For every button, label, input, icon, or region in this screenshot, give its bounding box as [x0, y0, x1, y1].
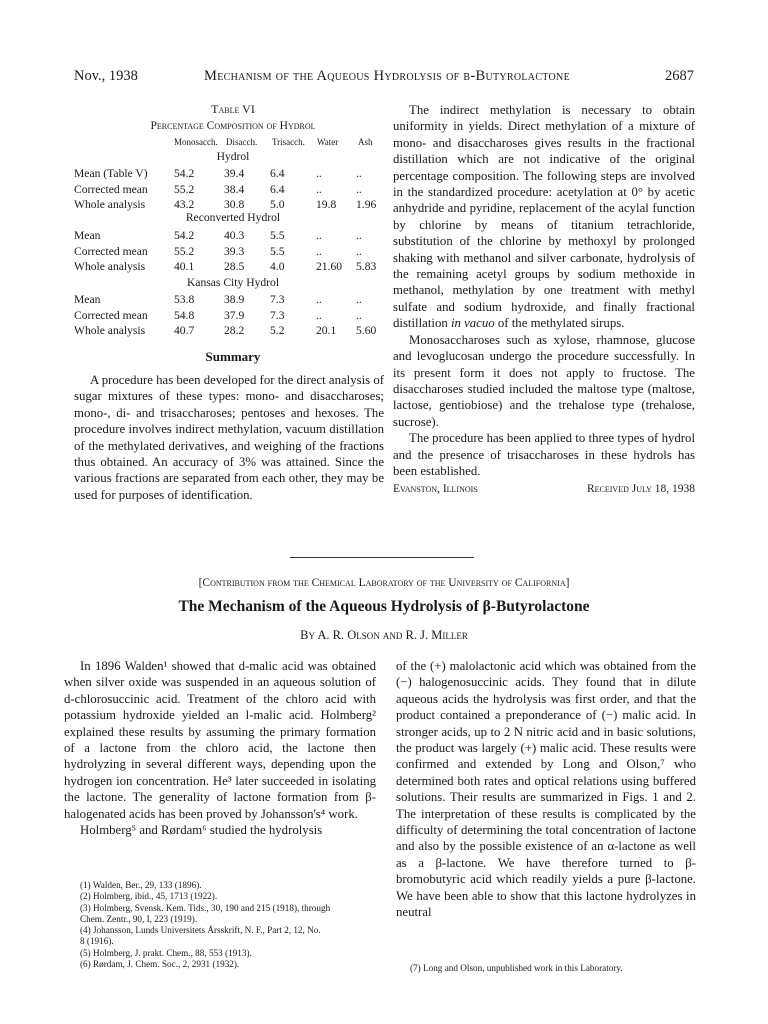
table-cell: 19.8 — [316, 198, 337, 212]
article-paragraph: In 1896 Walden¹ showed that d-malic acid was obtained when silver oxide was suspended in an aqueous solution of d-chlorosuccinic acid. Treatment of the chloro acid with potassium hydroxide yielded an l-malic acid. Holmberg² explained these results by assuming the primary formation of a lactone from the chloro acid, the lactone then hydrolyzing in several different ways, depending upon the hydrogen ion concentration. He³ later succeeded in isolating the lactone. The generality of lactone formation from β-halogenated acids has been proved by Johansson's⁴ work. — [64, 659, 376, 821]
article-paragraph: Holmberg⁵ and Rørdam⁶ studied the hydrolysis — [80, 823, 323, 838]
table-cell: 5.5 — [270, 244, 285, 258]
footnote: (4) Johansson, Lunds Universitets Årsskrift, N. F., Part 2, 12, No. — [80, 925, 321, 936]
header-date: Nov., 1938 — [74, 68, 138, 84]
table-cell: .. — [356, 229, 362, 242]
table-cell: 37.9 — [224, 308, 245, 322]
table-cell: .. — [316, 244, 322, 258]
table-cell: .. — [356, 308, 362, 322]
table-cell: 38.4 — [224, 182, 245, 196]
col-header: Ash — [358, 137, 373, 147]
footnote: (2) Holmberg, ibid., 45, 1713 (1922). — [80, 891, 218, 902]
table-row — [74, 323, 392, 339]
footnote: (6) Rørdam, J. Chem. Soc., 2, 2931 (1932). — [80, 959, 240, 970]
table-cell: 55.2 — [174, 182, 195, 196]
table-cell: 54.2 — [174, 229, 195, 242]
table-cell: 7.3 — [270, 293, 285, 306]
row-label: Whole analysis — [74, 260, 146, 274]
right-paragraph-1: The indirect methylation is necessary to obtain uniformity in yields. Direct methylation of a mixture of mono- and disaccharoses gives results in the fractional distillation which are not indicative of the original percentage composition. The following steps are involved in the standardized procedure: acetylation at 0° by acetic anhydride and pyridine, replacement of the acylal function by chlorine by means of titanium tetrachloride, substitution of the chlorine by methoxyl by prolonged shaking with methanol and silver carbonate, hydrolysis of the remaining acetyl groups by sodium methoxide in methanol, methylation by one treatment with methyl sulfate and sodium hydroxide, and finally fractional distillation in vacuo of the methylated sirups. — [393, 103, 695, 331]
col-header: Monosacch. — [174, 137, 218, 147]
table-cell: .. — [356, 244, 362, 258]
article-title: The Mechanism of the Aqueous Hydrolysis of β-Butyrolactone — [178, 598, 590, 615]
table-cell: 5.83 — [356, 260, 377, 274]
footnote: 8 (1916). — [80, 936, 114, 947]
row-label: Whole analysis — [74, 198, 146, 212]
signature-line — [393, 481, 695, 497]
table-group-hydrol — [74, 166, 392, 213]
summary-heading: Summary — [205, 349, 261, 364]
table-cell: 21.60 — [316, 260, 343, 274]
table-cell: 28.5 — [224, 260, 245, 274]
table-cell: .. — [316, 308, 322, 322]
table-cell: 20.1 — [316, 324, 337, 338]
page-number: 2687 — [665, 68, 694, 84]
col-header: Disacch. — [226, 137, 258, 147]
footnotes-left — [80, 880, 330, 970]
col-header: Trisacch. — [272, 137, 305, 147]
table-cell: 5.60 — [356, 324, 377, 338]
footnote: (5) Holmberg, J. prakt. Chem., 88, 553 (1913). — [80, 947, 252, 958]
table-group-reconverted — [74, 228, 392, 275]
table-cell: 40.3 — [224, 229, 245, 242]
table-cell: 53.8 — [174, 293, 195, 306]
table-cell: 6.4 — [270, 182, 285, 196]
table-row — [74, 308, 392, 324]
table-row — [74, 292, 392, 308]
table-group-kansas — [74, 292, 392, 339]
row-label: Corrected mean — [74, 308, 148, 322]
article-paragraph: of the (+) malolactonic acid which was obtained from the (−) halogenosuccinic acids. They found that in dilute aqueous acids the hydrolysis was first order, and that the product contained a preponderance of (−) malic acid. In stronger acids, up to 2 N nitric acid and in basic solutions, the product was largely (+) malic acid. These results were confirmed and extended by Long and Olson,⁷ who determined both rates and optical relations using buffered solutions. Their results are summarized in Figs. 1 and 2. The interpretation of these results is complicated by the difficulty of determining the total concentration of lactone and also by the possible existence of an α-lactone as well as a β-lactone. We have therefore turned to β-bromobutyric acid which readily yields a pure β-lactone. We have been able to show that this lactone hydrolyzes in neutral — [396, 659, 696, 920]
footnote-right: (7) Long and Olson, unpublished work in this Laboratory. — [410, 963, 623, 973]
table-row — [74, 182, 392, 198]
table-cell: .. — [356, 167, 362, 180]
table-cell: 38.9 — [224, 293, 245, 306]
row-label: Whole analysis — [74, 324, 146, 338]
received-date: Received July 18, 1938 — [586, 483, 695, 496]
table-cell: .. — [316, 293, 322, 306]
table-cell: .. — [316, 182, 322, 196]
table-cell: 6.4 — [270, 167, 285, 180]
table-group-heading: Hydrol — [216, 150, 250, 163]
table-cell: 7.3 — [270, 308, 285, 322]
table-cell: .. — [316, 167, 322, 180]
table-cell: 43.2 — [174, 198, 195, 212]
summary-text — [74, 372, 384, 503]
footnote: (1) Walden, Ber., 29, 133 (1896). — [80, 880, 202, 890]
col-header: Water — [317, 137, 339, 147]
table-group-heading: Kansas City Hydrol — [186, 276, 280, 289]
article-right-column — [396, 658, 696, 921]
table-cell: 4.0 — [270, 260, 285, 274]
table-cell: 5.5 — [270, 229, 285, 242]
footnote: Chem. Zentr., 90, I, 223 (1919). — [80, 913, 198, 924]
summary-paragraph: A procedure has been developed for the direct analysis of sugar mixtures of these types: mono- and disaccharoses; mono-, di- and trisaccharoses; pentoses and hexoses. The procedure involves indirect methylation, vacuum distillation of the methylated derivatives, and weighing of the fractions thus obtained. An accuracy of 3% was attained. Since the various fractions are separated from each other, they may be used for purposes of identification. — [74, 373, 384, 502]
table-cell: .. — [356, 182, 362, 196]
table-cell: 40.7 — [174, 324, 195, 338]
table-cell: .. — [356, 293, 362, 306]
table-cell: 39.4 — [224, 167, 245, 180]
row-label: Mean — [74, 293, 101, 306]
table-row — [74, 228, 392, 244]
table-row — [74, 259, 392, 275]
table-row — [74, 166, 392, 182]
table-subtitle: Percentage Composition of Hydrol — [150, 120, 316, 132]
row-label: Corrected mean — [74, 244, 148, 258]
table-cell: 40.1 — [174, 260, 195, 274]
footnote: (3) Holmberg, Svensk. Kem. Tids., 30, 190 and 215 (1918), through — [80, 902, 331, 913]
table-cell: .. — [316, 229, 322, 242]
contribution-line: [Contribution from the Chemical Laboratory of the University of California] — [198, 577, 570, 589]
row-label: Corrected mean — [74, 182, 148, 196]
table-cell: 39.3 — [224, 244, 245, 258]
table-row — [74, 244, 392, 260]
table-group-heading: Reconverted Hydrol — [185, 211, 281, 224]
place: Evanston, Illinois — [393, 483, 478, 496]
byline: By A. R. Olson and R. J. Miller — [300, 628, 468, 642]
table-cell: 30.8 — [224, 198, 245, 212]
table-title: Table VI — [211, 102, 255, 116]
article-left-column — [64, 658, 376, 838]
right-paragraph-2: Monosaccharoses such as xylose, rhamnose, glucose and levoglucosan undergo the procedure successfully. In its present form it does not apply to fructose. The disaccharoses studied included the maltose type (maltose, lactose, gentiobiose) and the trehalose type (trehalose, sucrose). — [393, 332, 695, 429]
table-cell: 5.0 — [270, 198, 285, 212]
table-cell: 1.96 — [356, 198, 377, 212]
table-cell: 5.2 — [270, 324, 285, 338]
right-column-top — [393, 102, 695, 498]
header-title: Mechanism of the Aqueous Hydrolysis of β-Butyrolactone — [204, 68, 570, 84]
table-cell: 55.2 — [174, 244, 195, 258]
row-label: Mean (Table V) — [74, 167, 148, 180]
table-cell: 54.8 — [174, 308, 195, 322]
row-label: Mean — [74, 229, 101, 242]
right-paragraph-3: The procedure has been applied to three types of hydrol and the presence of trisaccharoses in these hydrols has been established. — [393, 431, 695, 478]
table-cell: 28.2 — [224, 324, 245, 338]
table-cell: 54.2 — [174, 167, 195, 180]
divider — [290, 557, 474, 558]
